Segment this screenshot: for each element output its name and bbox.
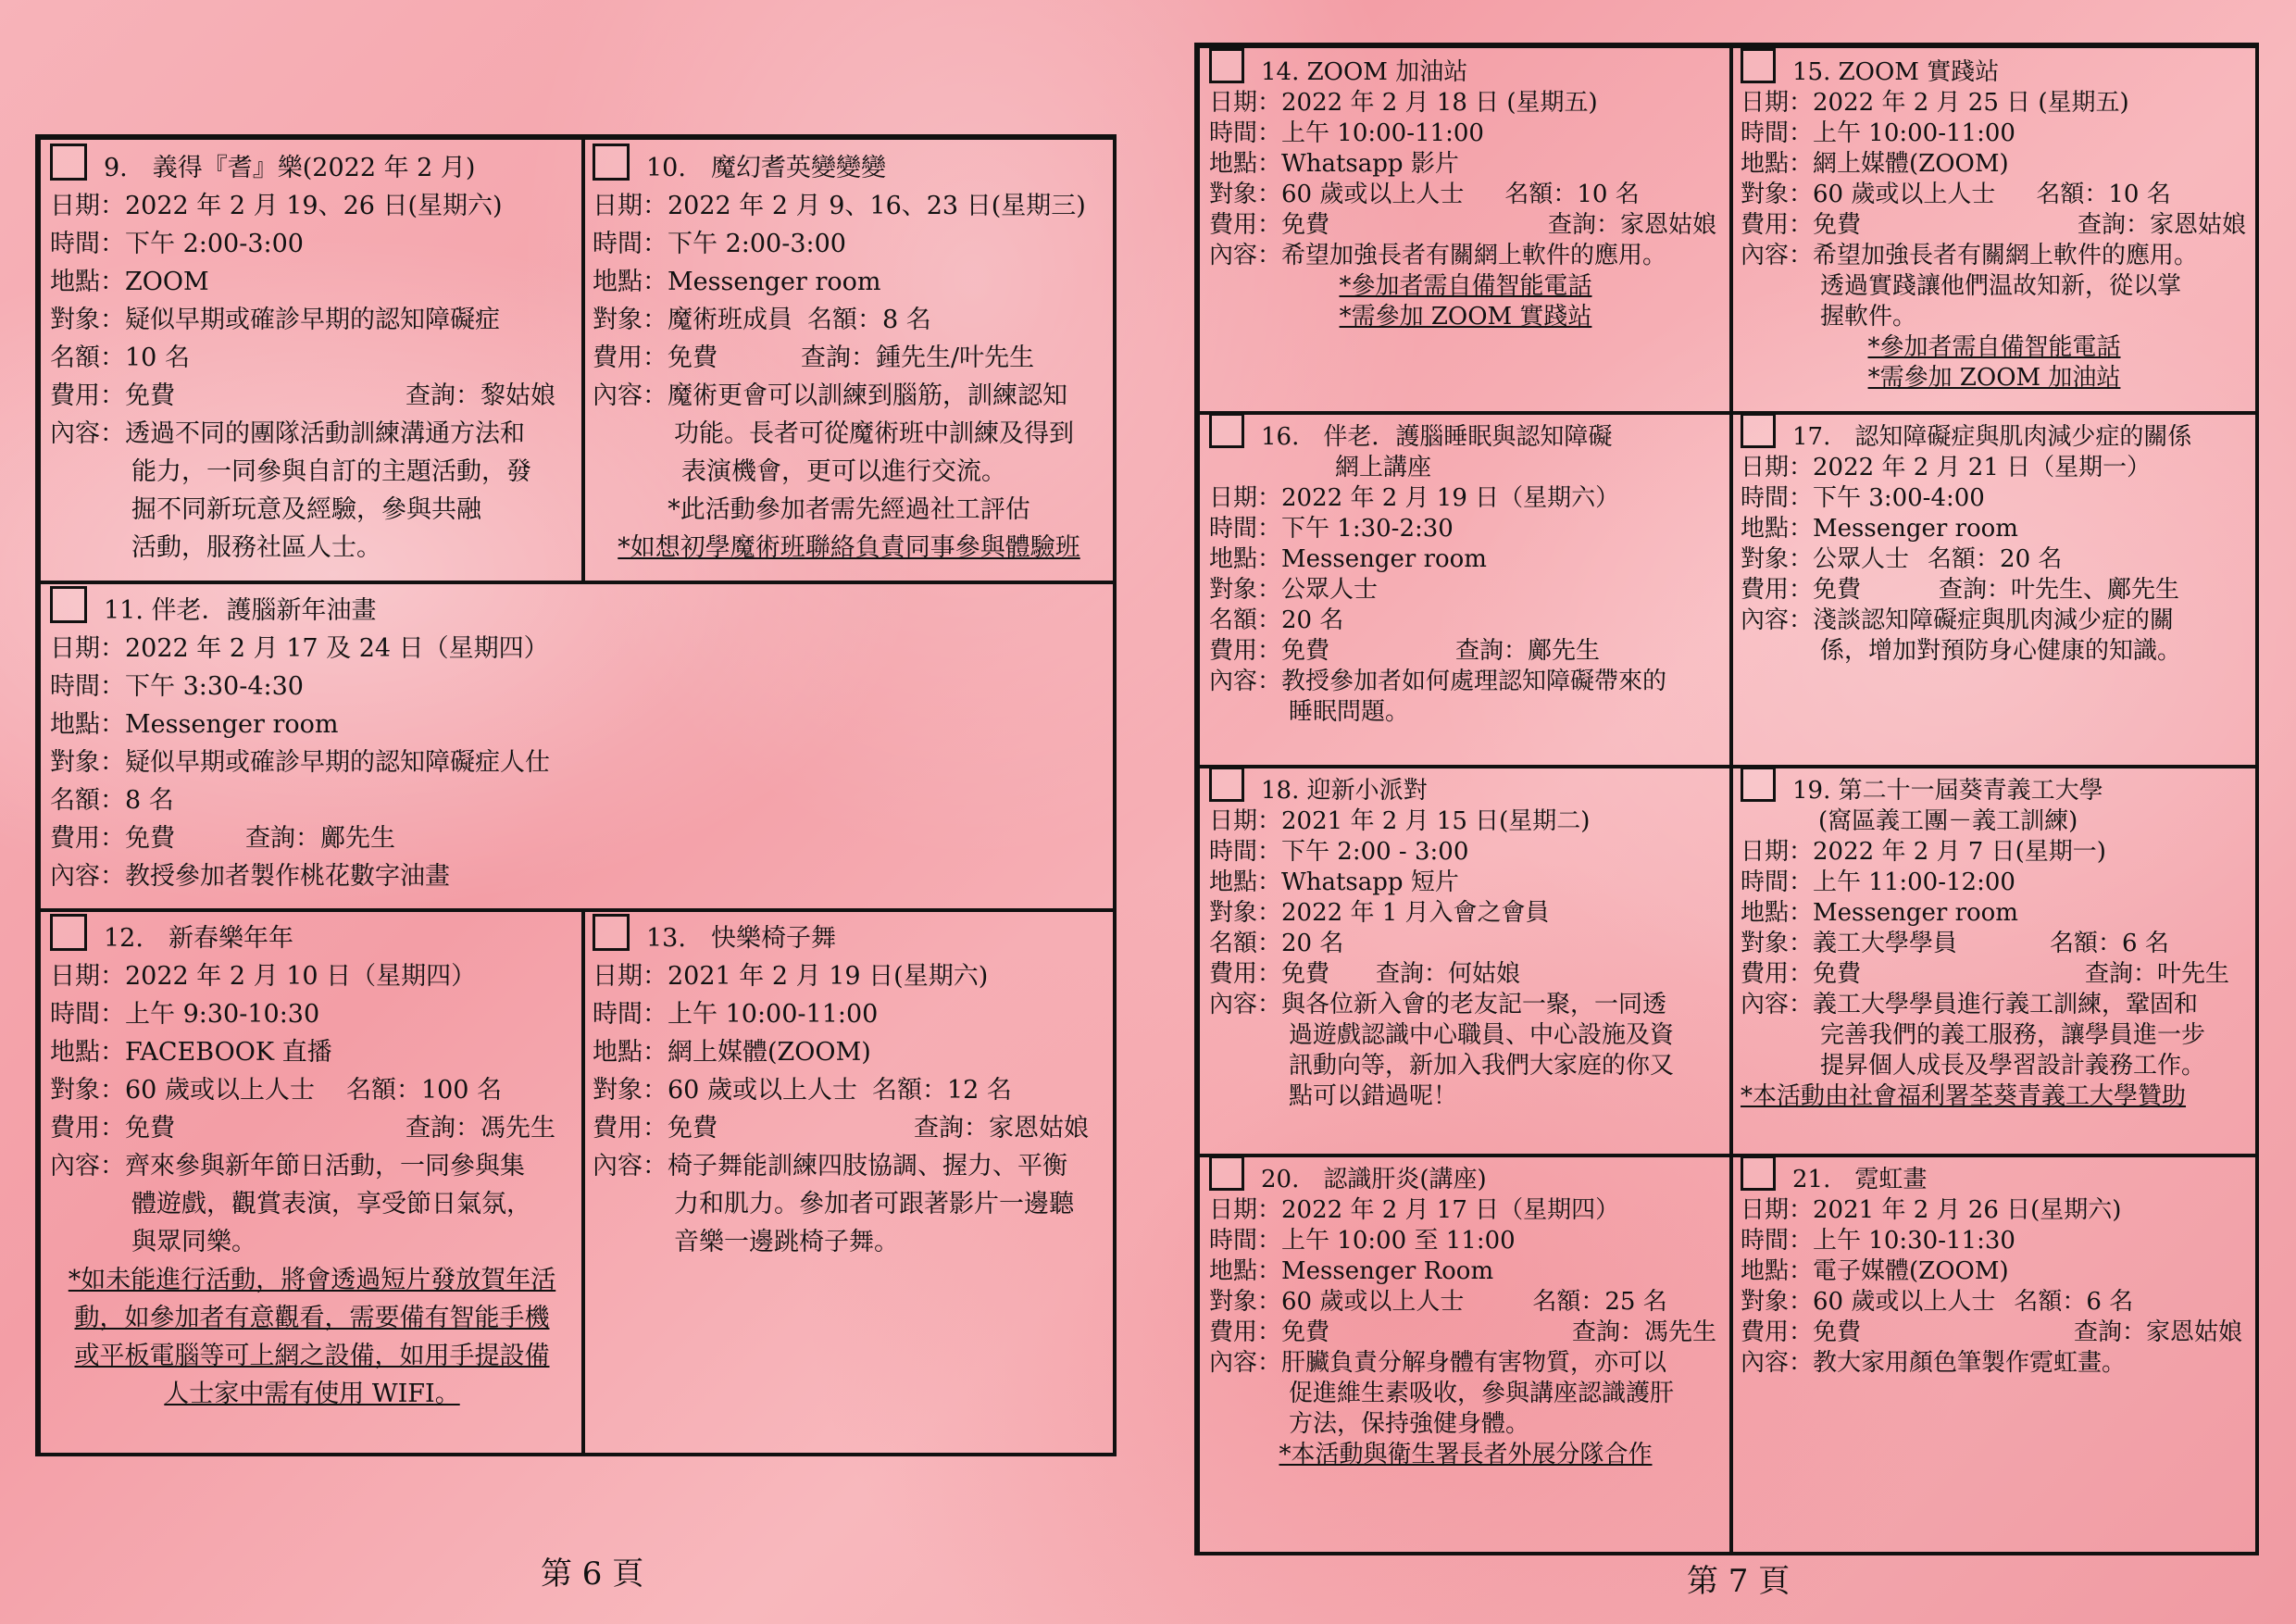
date-value: 2021 年 2 月 26 日(星期六)	[1813, 1196, 2122, 1224]
checkbox[interactable]	[593, 914, 630, 951]
enquiry-label: 查詢：	[1571, 1318, 1644, 1346]
target-value: 疑似早期或確診早期的認知障礙症人仕	[125, 748, 550, 777]
page-number-left: 第 6 頁	[541, 1555, 644, 1593]
date-label: 日期：	[1209, 484, 1282, 512]
time-label: 時間：	[1741, 484, 1814, 512]
time-label: 時間：	[593, 1000, 668, 1029]
activity-title: 12. 新春樂年年	[104, 924, 293, 953]
right-page-panel	[1194, 43, 2259, 1555]
enquiry-value: 叶先生、鄺先生	[2011, 576, 2180, 604]
quota-value: 10 名	[125, 344, 190, 372]
activity-13	[581, 908, 1117, 1456]
quota-label: 名額：	[1928, 545, 2001, 573]
content-line: 完善我們的義工服務，讓學員進一步	[1820, 1021, 2206, 1049]
activity-14	[1198, 46, 1733, 415]
page-number-right: 第 7 頁	[1687, 1563, 1791, 1600]
quota-value: 100 名	[420, 1076, 503, 1105]
target-label: 對象：	[593, 1076, 668, 1105]
activity-title: 10. 魔幻耆英變變變	[646, 154, 886, 182]
activity-15	[1729, 46, 2259, 415]
place-label: 地點：	[1209, 545, 1282, 573]
target-label: 對象：	[1209, 899, 1282, 927]
content-line: 睡眠問題。	[1289, 698, 1410, 726]
enquiry-value: 家恩姑娘	[2145, 1318, 2242, 1346]
fee-label: 費用：	[1741, 960, 1814, 988]
activity-subtitle: 網上講座	[1335, 454, 1432, 481]
date-label: 日期：	[50, 634, 125, 663]
date-value: 2022 年 2 月 25 日 (星期五)	[1813, 89, 2129, 117]
checkbox[interactable]	[50, 914, 87, 951]
date-value: 2022 年 2 月 7 日(星期一)	[1813, 838, 2106, 866]
checkbox[interactable]	[593, 144, 630, 181]
place-label: 地點：	[1209, 1257, 1282, 1285]
checkbox[interactable]	[1741, 767, 1776, 802]
enquiry-value: 黎姑娘	[480, 381, 555, 410]
target-label: 對象：	[593, 306, 668, 334]
fee-value: 免費	[1281, 1318, 1330, 1346]
target-value: 公眾人士	[1281, 576, 1379, 604]
activity-10	[581, 138, 1117, 584]
target-label: 對象：	[50, 306, 125, 334]
target-label: 對象：	[1209, 576, 1282, 604]
time-value: 下午 2:00-3:00	[125, 230, 304, 258]
fee-value: 免費	[1813, 1318, 1862, 1346]
enquiry-label: 查詢：	[2077, 211, 2150, 239]
content-line: 活動，服務社區人士。	[131, 533, 381, 562]
quota-value: 8 名	[125, 786, 174, 815]
activity-17	[1729, 411, 2259, 768]
target-value: 2022 年 1 月入會之會員	[1281, 899, 1550, 927]
content-text: 椅子舞能訓練四肢協調、握力、平衡	[668, 1152, 1067, 1181]
quota-label: 名額：	[871, 1076, 947, 1105]
place-value: ZOOM	[125, 268, 209, 296]
enquiry-label: 查詢：	[245, 824, 320, 853]
quota-label: 名額：	[1209, 606, 1282, 634]
fee-label: 費用：	[50, 1114, 125, 1143]
note: *需參加 ZOOM 實踐站	[1339, 303, 1592, 331]
enquiry-label: 查詢：	[406, 381, 480, 410]
activity-9	[39, 138, 585, 584]
content-text: 肝臟負責分解身體有害物質，亦可以	[1281, 1349, 1667, 1377]
target-value: 60 歲或以上人士	[668, 1076, 857, 1105]
enquiry-label: 查詢：	[914, 1114, 989, 1143]
content-line: 係，增加對預防身心健康的知識。	[1820, 637, 2182, 665]
place-value: 電子媒體(ZOOM)	[1813, 1257, 2009, 1285]
date-label: 日期：	[50, 192, 125, 220]
enquiry-label: 查詢：	[2073, 1318, 2146, 1346]
enquiry-value: 家恩姑娘	[989, 1114, 1089, 1143]
content-line: 透過實踐讓他們温故知新，從以掌	[1820, 272, 2182, 300]
activity-12	[39, 908, 585, 1456]
target-value: 60 歲或以上人士	[1813, 181, 1996, 208]
date-label: 日期：	[1741, 838, 1814, 866]
quota-value: 6 名	[2122, 930, 2169, 957]
content-line: 表演機會，更可以進行交流。	[681, 457, 1006, 486]
enquiry-label: 查詢：	[1547, 211, 1620, 239]
enquiry-label: 查詢：	[1376, 960, 1449, 988]
fee-label: 費用：	[1741, 211, 1814, 239]
date-value: 2021 年 2 月 15 日(星期二)	[1281, 807, 1591, 835]
time-value: 下午 3:30-4:30	[125, 672, 304, 701]
activity-title: 13. 快樂椅子舞	[646, 924, 836, 953]
quota-label: 名額：	[807, 306, 882, 334]
content-line: 訊動向等，新加入我們大家庭的你又	[1289, 1052, 1675, 1080]
content-label: 內容：	[1741, 606, 1814, 634]
quota-value: 8 名	[882, 306, 931, 334]
time-label: 時間：	[1741, 119, 1814, 147]
activity-subtitle: (窩區義工團－義工訓練)	[1818, 807, 2078, 835]
enquiry-label: 查詢：	[2084, 960, 2157, 988]
time-value: 下午 3:00-4:00	[1813, 484, 1985, 512]
place-value: 網上媒體(ZOOM)	[668, 1038, 871, 1067]
quota-label: 名額：	[1209, 930, 1282, 957]
enquiry-label: 查詢：	[1455, 637, 1529, 665]
date-value: 2022 年 2 月 17 日（星期四）	[1281, 1196, 1620, 1224]
time-label: 時間：	[1209, 838, 1282, 866]
target-label: 對象：	[50, 748, 125, 777]
activity-title: 15. ZOOM 實踐站	[1792, 58, 2000, 86]
quota-label: 名額：	[1532, 1288, 1605, 1316]
fee-value: 免費	[1281, 960, 1330, 988]
content-label: 內容：	[593, 1152, 668, 1181]
activity-18	[1198, 765, 1733, 1157]
time-value: 上午 10:30-11:30	[1813, 1227, 2015, 1255]
quota-value: 10 名	[1577, 181, 1640, 208]
note: *如想初學魔術班聯絡負責同事參與體驗班	[618, 533, 1080, 562]
time-label: 時間：	[1209, 1227, 1282, 1255]
date-value: 2022 年 2 月 19、26 日(星期六)	[125, 192, 503, 220]
place-value: Whatsapp 短片	[1281, 868, 1459, 896]
content-text: 教授參加者如何處理認知障礙帶來的	[1281, 668, 1667, 695]
checkbox[interactable]	[1209, 413, 1244, 448]
time-value: 上午 9:30-10:30	[125, 1000, 320, 1029]
place-label: 地點：	[593, 1038, 668, 1067]
fee-label: 費用：	[1741, 576, 1814, 604]
content-line: 握軟件。	[1820, 303, 1917, 331]
fee-label: 費用：	[1741, 1318, 1814, 1346]
checkbox[interactable]	[1209, 1156, 1244, 1191]
place-value: Messenger room	[1281, 545, 1487, 573]
place-label: 地點：	[1741, 515, 1814, 543]
time-label: 時間：	[50, 672, 125, 701]
fee-label: 費用：	[50, 824, 125, 853]
date-value: 2022 年 2 月 17 及 24 日（星期四）	[125, 634, 549, 663]
quota-value: 12 名	[946, 1076, 1012, 1105]
content-line: 體遊戲，觀賞表演，享受節日氣氛，	[131, 1190, 531, 1218]
content-line: 能力，一同參與自訂的主題活動，發	[131, 457, 531, 486]
note: *本活動由社會福利署荃葵青義工大學贊助	[1741, 1082, 2187, 1110]
fee-value: 免費	[1281, 637, 1330, 665]
place-label: 地點：	[50, 1038, 125, 1067]
target-label: 對象：	[50, 1076, 125, 1105]
content-line: 音樂一邊跳椅子舞。	[674, 1228, 899, 1256]
content-text: 齊來參與新年節日活動，一同參與集	[125, 1152, 525, 1181]
target-value: 疑似早期或確診早期的認知障礙症	[125, 306, 500, 334]
quota-label: 名額：	[2050, 930, 2123, 957]
fee-value: 免費	[1813, 960, 1862, 988]
enquiry-label: 查詢：	[801, 344, 876, 372]
date-label: 日期：	[1741, 454, 1814, 481]
content-label: 內容：	[593, 381, 668, 410]
content-label: 內容：	[50, 1152, 125, 1181]
content-line: 方法，保持強健身體。	[1289, 1410, 1530, 1438]
content-label: 內容：	[1741, 242, 1814, 269]
content-label: 內容：	[1741, 991, 1814, 1018]
note: 人士家中需有使用 WIFI。	[164, 1380, 460, 1408]
date-value: 2022 年 2 月 9、16、23 日(星期三)	[668, 192, 1086, 220]
date-label: 日期：	[1209, 89, 1282, 117]
content-label: 內容：	[50, 862, 125, 891]
content-line: 點可以錯過呢！	[1289, 1082, 1458, 1110]
activity-title: 18. 迎新小派對	[1261, 777, 1428, 805]
target-label: 對象：	[1209, 1288, 1282, 1316]
place-value: Whatsapp 影片	[1281, 150, 1459, 178]
time-value: 下午 1:30-2:30	[1281, 515, 1454, 543]
place-label: 地點：	[1741, 899, 1814, 927]
quota-value: 10 名	[2108, 181, 2171, 208]
target-label: 對象：	[1209, 181, 1282, 208]
target-value: 義工大學學員	[1813, 930, 1958, 957]
time-value: 上午 10:00-11:00	[1281, 119, 1484, 147]
content-line: 掘不同新玩意及經驗，參與共融	[131, 495, 481, 524]
activity-title: 17. 認知障礙症與肌肉減少症的關係	[1792, 423, 2192, 451]
activity-title: 20. 認識肝炎(講座)	[1261, 1166, 1487, 1193]
fee-value: 免費	[668, 1114, 718, 1143]
fee-value: 免費	[125, 381, 175, 410]
fee-label: 費用：	[1209, 637, 1282, 665]
date-value: 2022 年 2 月 18 日 (星期五)	[1281, 89, 1598, 117]
checkbox[interactable]	[1741, 1156, 1776, 1191]
content-text: 教授參加者製作桃花數字油畫	[125, 862, 450, 891]
enquiry-value: 何姑娘	[1448, 960, 1521, 988]
time-label: 時間：	[1209, 119, 1282, 147]
date-value: 2022 年 2 月 21 日（星期一）	[1813, 454, 2152, 481]
quota-label: 名額：	[1504, 181, 1578, 208]
content-text: 義工大學學員進行義工訓練，鞏固和	[1813, 991, 2199, 1018]
enquiry-value: 家恩姑娘	[1619, 211, 1716, 239]
target-value: 60 歲或以上人士	[125, 1076, 315, 1105]
date-label: 日期：	[1741, 1196, 1814, 1224]
enquiry-value: 鍾先生/叶先生	[876, 344, 1035, 372]
checkbox[interactable]	[50, 144, 87, 181]
content-line: 促進維生素吸收，參與講座認識護肝	[1289, 1380, 1675, 1407]
fee-label: 費用：	[1209, 960, 1282, 988]
target-value: 魔術班成員	[668, 306, 792, 334]
activity-title: 19. 第二十一屆葵青義工大學	[1792, 777, 2103, 805]
quota-label: 名額：	[345, 1076, 421, 1105]
content-text: 透過不同的團隊活動訓練溝通方法和	[125, 419, 525, 448]
content-label: 內容：	[1741, 1349, 1814, 1377]
date-label: 日期：	[593, 962, 668, 991]
fee-label: 費用：	[593, 344, 668, 372]
quota-label: 名額：	[2036, 181, 2109, 208]
target-value: 60 歲或以上人士	[1281, 1288, 1465, 1316]
time-value: 上午 10:00 至 11:00	[1281, 1227, 1516, 1255]
place-label: 地點：	[50, 268, 125, 296]
place-label: 地點：	[1741, 150, 1814, 178]
enquiry-label: 查詢：	[1939, 576, 2012, 604]
checkbox[interactable]	[1741, 413, 1776, 448]
content-text: 希望加強長者有關網上軟件的應用。	[1813, 242, 2199, 269]
content-label: 內容：	[1209, 668, 1282, 695]
fee-value: 免費	[1813, 576, 1862, 604]
activity-title: 16. 伴老．護腦睡眠與認知障礙	[1261, 423, 1613, 451]
enquiry-label: 查詢：	[406, 1114, 480, 1143]
time-label: 時間：	[50, 230, 125, 258]
content-line: 過遊戲認識中心職員、中心設施及資	[1289, 1021, 1675, 1049]
enquiry-value: 鄺先生	[320, 824, 395, 853]
quota-label: 名額：	[50, 344, 125, 372]
activity-title: 14. ZOOM 加油站	[1261, 58, 1468, 86]
fee-label: 費用：	[593, 1114, 668, 1143]
time-label: 時間：	[1209, 515, 1282, 543]
fee-value: 免費	[125, 1114, 175, 1143]
activity-16	[1198, 411, 1733, 768]
activity-21	[1729, 1154, 2259, 1555]
fee-label: 費用：	[1209, 1318, 1282, 1346]
target-value: 公眾人士	[1813, 545, 1910, 573]
place-label: 地點：	[593, 268, 668, 296]
content-label: 內容：	[1209, 242, 1282, 269]
date-value: 2022 年 2 月 19 日（星期六）	[1281, 484, 1620, 512]
place-value: FACEBOOK 直播	[125, 1038, 332, 1067]
date-label: 日期：	[1209, 807, 1282, 835]
note: *參加者需自備智能電話	[1867, 333, 2121, 361]
checkbox[interactable]	[1741, 48, 1776, 83]
enquiry-value: 家恩姑娘	[2149, 211, 2246, 239]
date-label: 日期：	[1209, 1196, 1282, 1224]
time-value: 下午 2:00-3:00	[668, 230, 846, 258]
fee-value: 免費	[125, 824, 175, 853]
activity-20	[1198, 1154, 1733, 1555]
quota-label: 名額：	[50, 786, 125, 815]
target-label: 對象：	[1741, 930, 1814, 957]
enquiry-value: 叶先生	[2156, 960, 2229, 988]
time-label: 時間：	[1741, 1227, 1814, 1255]
enquiry-value: 馮先生	[480, 1114, 555, 1143]
time-value: 上午 10:00-11:00	[668, 1000, 879, 1029]
date-value: 2022 年 2 月 10 日（星期四）	[125, 962, 477, 991]
quota-value: 20 名	[2000, 545, 2063, 573]
checkbox[interactable]	[1209, 767, 1244, 802]
fee-label: 費用：	[50, 381, 125, 410]
place-label: 地點：	[1741, 1257, 1814, 1285]
note: 或平板電腦等可上網之設備，如用手提設備	[74, 1342, 550, 1370]
quota-value: 25 名	[1604, 1288, 1667, 1316]
content-line: 力和肌力。參加者可跟著影片一邊聽	[674, 1190, 1074, 1218]
quota-label: 名額：	[2014, 1288, 2087, 1316]
left-page-panel	[35, 134, 1117, 1456]
fee-value: 免費	[668, 344, 718, 372]
place-label: 地點：	[1209, 150, 1282, 178]
time-value: 上午 10:00-11:00	[1813, 119, 2015, 147]
checkbox[interactable]	[50, 586, 87, 623]
time-value: 下午 2:00 - 3:00	[1281, 838, 1469, 866]
note: 動，如參加者有意觀看，需要備有智能手機	[74, 1304, 550, 1332]
activity-19	[1729, 765, 2259, 1157]
fee-label: 費用：	[1209, 211, 1282, 239]
note: *需參加 ZOOM 加油站	[1867, 364, 2121, 392]
date-value: 2021 年 2 月 19 日(星期六)	[668, 962, 989, 991]
content-label: 內容：	[1209, 991, 1282, 1018]
place-value: Messenger Room	[1281, 1257, 1494, 1285]
content-text: 淺談認知障礙症與肌肉減少症的關	[1813, 606, 2175, 634]
time-label: 時間：	[1741, 868, 1814, 896]
time-label: 時間：	[593, 230, 668, 258]
enquiry-value: 馮先生	[1643, 1318, 1716, 1346]
target-label: 對象：	[1741, 545, 1814, 573]
content-line: 提昇個人成長及學習設計義務工作。	[1820, 1052, 2206, 1080]
content-text: 教大家用顏色筆製作霓虹畫。	[1813, 1349, 2127, 1377]
place-value: Messenger room	[125, 710, 339, 739]
enquiry-value: 鄺先生	[1528, 637, 1601, 665]
date-label: 日期：	[593, 192, 668, 220]
place-value: Messenger room	[1813, 899, 2018, 927]
date-label: 日期：	[1741, 89, 1814, 117]
content-label: 內容：	[50, 419, 125, 448]
target-label: 對象：	[1741, 181, 1814, 208]
date-label: 日期：	[50, 962, 125, 991]
note: *如未能進行活動，將會透過短片發放賀年活	[68, 1266, 556, 1294]
time-label: 時間：	[50, 1000, 125, 1029]
place-value: Messenger room	[1813, 515, 2018, 543]
activity-title: 21. 霓虹畫	[1792, 1166, 1928, 1193]
place-value: 網上媒體(ZOOM)	[1813, 150, 2009, 178]
content-line: 與眾同樂。	[131, 1228, 256, 1256]
content-line: 功能。長者可從魔術班中訓練及得到	[674, 419, 1074, 448]
activity-title: 9. 義得『耆』樂(2022 年 2 月)	[104, 154, 476, 182]
place-label: 地點：	[1209, 868, 1282, 896]
content-text: 魔術更會可以訓練到腦筋，訓練認知	[668, 381, 1067, 410]
time-value: 上午 11:00-12:00	[1813, 868, 2015, 896]
target-value: 60 歲或以上人士	[1281, 181, 1465, 208]
content-text: 希望加強長者有關網上軟件的應用。	[1281, 242, 1667, 269]
checkbox[interactable]	[1209, 48, 1244, 83]
quota-value: 6 名	[2086, 1288, 2134, 1316]
target-label: 對象：	[1741, 1288, 1814, 1316]
target-value: 60 歲或以上人士	[1813, 1288, 1996, 1316]
content-text: 與各位新入會的老友記一聚，一同透	[1281, 991, 1667, 1018]
quota-value: 20 名	[1281, 606, 1344, 634]
quota-value: 20 名	[1281, 930, 1344, 957]
fee-value: 免費	[1813, 211, 1862, 239]
place-value: Messenger room	[668, 268, 881, 296]
note: *本活動與衛生署長者外展分隊合作	[1279, 1441, 1653, 1468]
place-label: 地點：	[50, 710, 125, 739]
activity-11	[39, 581, 1117, 912]
note: *此活動參加者需先經過社工評估	[668, 495, 1030, 524]
fee-value: 免費	[1281, 211, 1330, 239]
activity-title: 11. 伴老．護腦新年油畫	[104, 596, 377, 625]
content-label: 內容：	[1209, 1349, 1282, 1377]
note: *參加者需自備智能電話	[1339, 272, 1592, 300]
